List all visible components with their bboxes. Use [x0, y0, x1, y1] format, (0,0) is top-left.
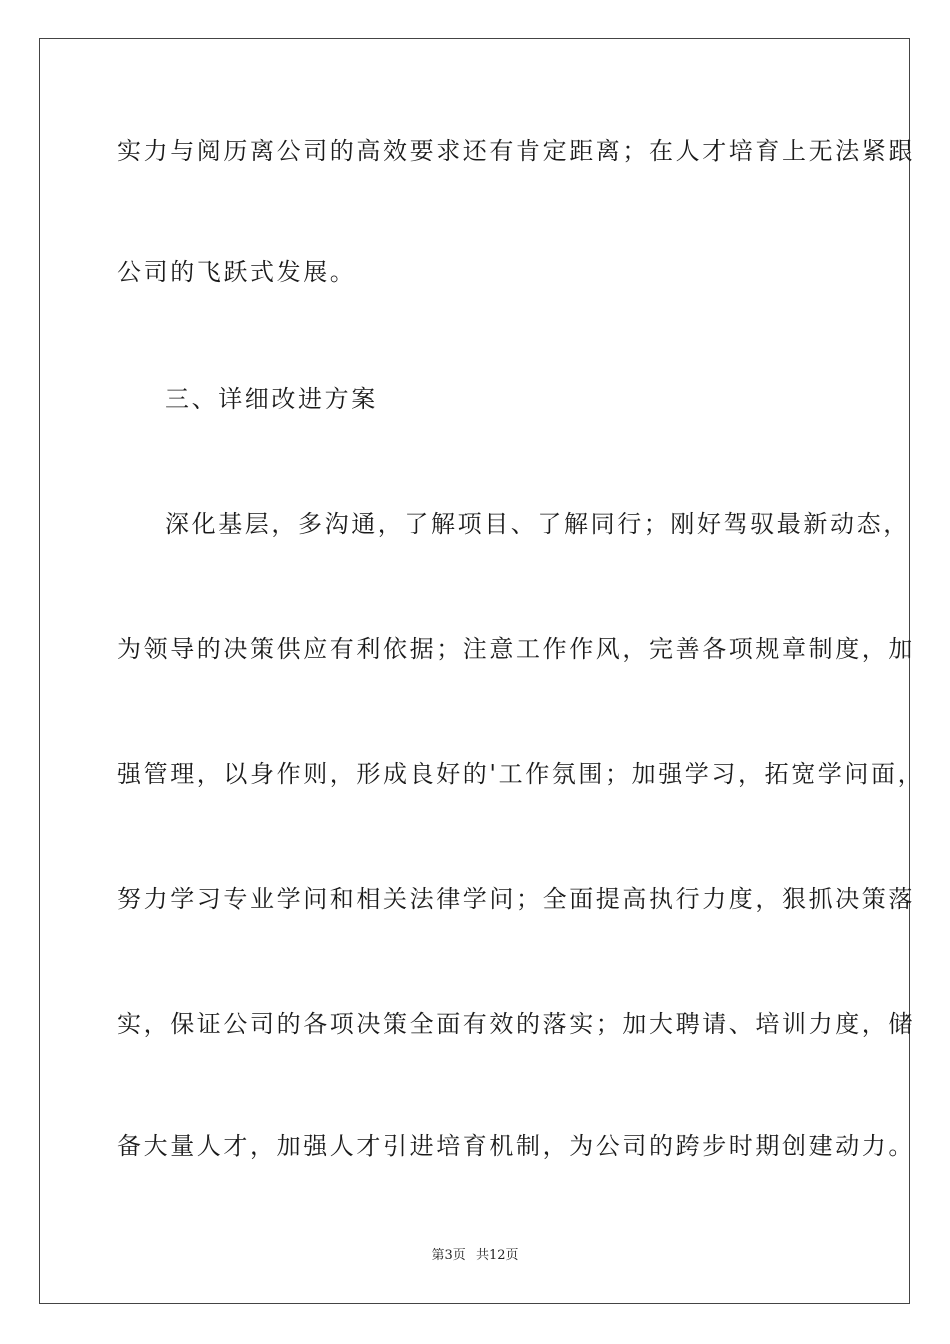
body-text-line: 为领导的决策供应有利依据；注意工作作风，完善各项规章制度，加 — [117, 635, 915, 663]
total-pages: 共12页 — [475, 1248, 519, 1263]
page-border — [39, 38, 925, 1304]
section-heading: 三、详细改进方案 — [165, 385, 378, 413]
page-number: 第3页 — [431, 1248, 466, 1263]
body-text-line: 强管理，以身作则，形成良好的'工作氛围；加强学习，拓宽学问面， — [117, 760, 925, 788]
body-text-line: 公司的飞跃式发展。 — [117, 258, 357, 286]
body-text-line: 备大量人才，加强人才引进培育机制，为公司的跨步时期创建动力。 — [117, 1132, 915, 1160]
page-footer — [0, 1247, 950, 1265]
body-text-line: 努力学习专业学问和相关法律学问；全面提高执行力度，狠抓决策落 — [117, 885, 915, 913]
body-text-line: 实，保证公司的各项决策全面有效的落实；加大聘请、培训力度，储 — [117, 1010, 915, 1038]
paragraph-first-line: 深化基层，多沟通，了解项目、了解同行；刚好驾驭最新动态， — [165, 510, 910, 538]
body-text-line: 实力与阅历离公司的高效要求还有肯定距离；在人才培育上无法紧跟 — [117, 137, 915, 165]
